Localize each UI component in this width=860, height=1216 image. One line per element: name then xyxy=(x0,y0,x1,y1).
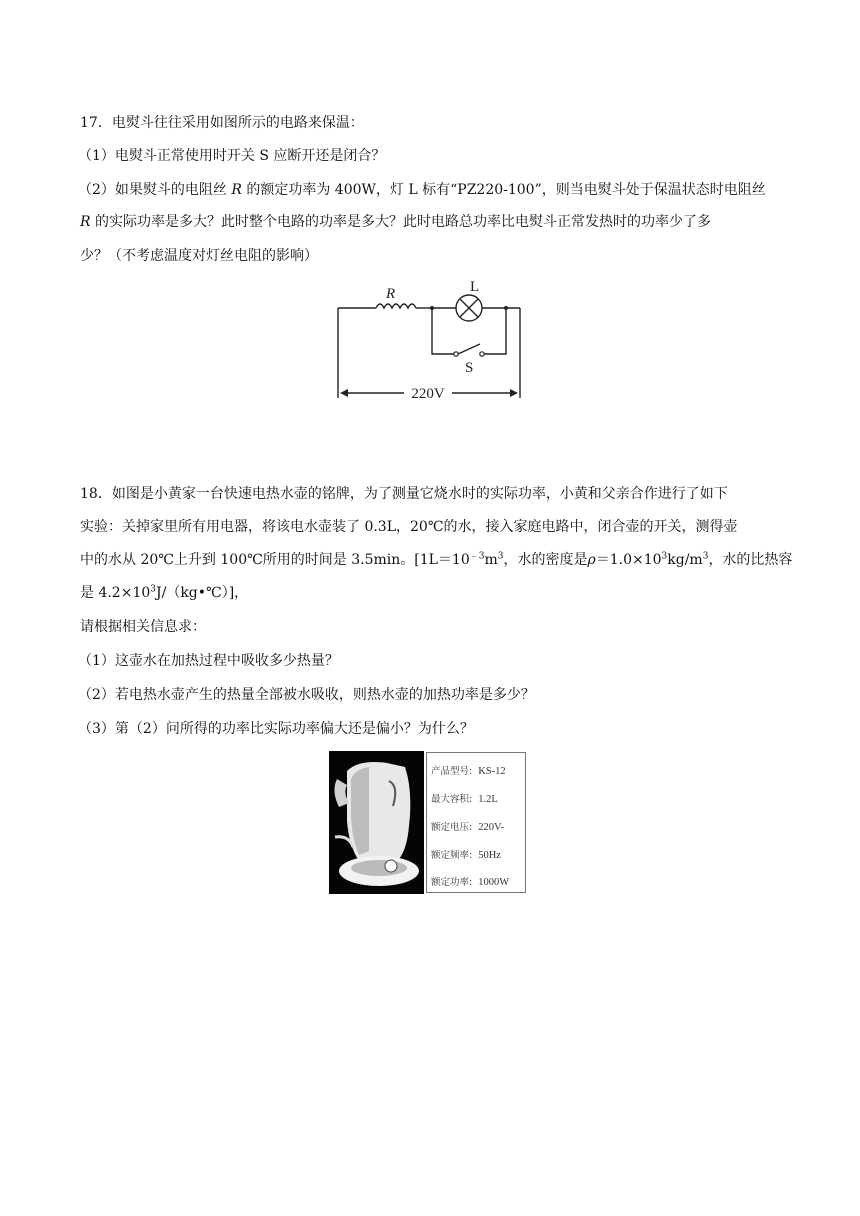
q17-part2-cont: R 的实际功率是多大？此时整个电路的功率是多大？此时电路总功率比电熨斗正常发热时的功率少了多 xyxy=(80,214,711,230)
junction-left xyxy=(430,306,434,310)
q18-prompt: 请根据相关信息求： xyxy=(80,619,206,635)
q18-line3: 中的水从 20℃上升到 100℃所用的时间是 3.5min。[$1L=10^{﹣3}m^3$，水的密度是$\rho=1.0\times 10^3kg/m^3$，水的比热容 xyxy=(80,551,793,568)
nameplate-row: 产品型号: KS-12 xyxy=(431,766,506,777)
q17-part1: （1）电熨斗正常使用时开关 S 应断开还是闭合？ xyxy=(78,148,386,164)
switch-branch-left xyxy=(432,308,454,354)
q18-line2: 实验：关掉家里所有用电器，将该电水壶装了 0.3L，20℃的水，接入家庭电路中，闭合壶的开关，测得壶 xyxy=(80,519,738,535)
kettle-photo xyxy=(329,751,424,894)
q18-part3: （3）第（2）问所得的功率比实际功率偏大还是偏小？为什么？ xyxy=(78,721,474,737)
nameplate-row: 额定电压: 220V- xyxy=(431,822,505,833)
voltage-label: 220V xyxy=(411,386,445,402)
lamp-label: L xyxy=(470,280,480,295)
switch-branch-right xyxy=(484,308,506,354)
kettle-nameplate xyxy=(426,752,526,893)
nameplate-row: 额定频率: 50Hz xyxy=(431,850,501,861)
lamp-cross-icon xyxy=(460,299,478,317)
resistor-label: R xyxy=(386,286,396,302)
q18-line1: 18．如图是小黄家一台快速电热水壶的铭牌，为了测量它烧水时的实际功率，小黄和父亲合作进行了如下 xyxy=(80,486,728,502)
q18-part2: （2）若电热水壶产生的热量全部被水吸收，则热水壶的加热功率是多少？ xyxy=(78,687,535,703)
junction-right xyxy=(504,306,508,310)
switch-blade xyxy=(458,344,480,354)
q17-title: 17．电熨斗往往采用如图所示的电路来保温： xyxy=(80,115,364,131)
q17-part2-end: 少？（不考虑温度对灯丝电阻的影响） xyxy=(80,248,318,264)
switch-label: S xyxy=(465,360,474,376)
resistor-coil xyxy=(376,304,416,308)
q18-part1: （1）这壶水在加热过程中吸收多少热量？ xyxy=(78,653,339,669)
q17-part2: （2）如果熨斗的电阻丝 R 的额定功率为 400W，灯 L 标有“PZ220-100”，则当电熨斗处于保温状态时电阻丝 xyxy=(78,182,766,198)
q18-line4: 是 $4.2\times 10^3J/(kg•℃)$]， xyxy=(80,584,249,601)
circuit-diagram xyxy=(334,280,526,404)
nameplate-row: 额定功率: 1000W xyxy=(431,877,510,888)
nameplate-row: 最大容积: 1.2L xyxy=(431,794,498,805)
